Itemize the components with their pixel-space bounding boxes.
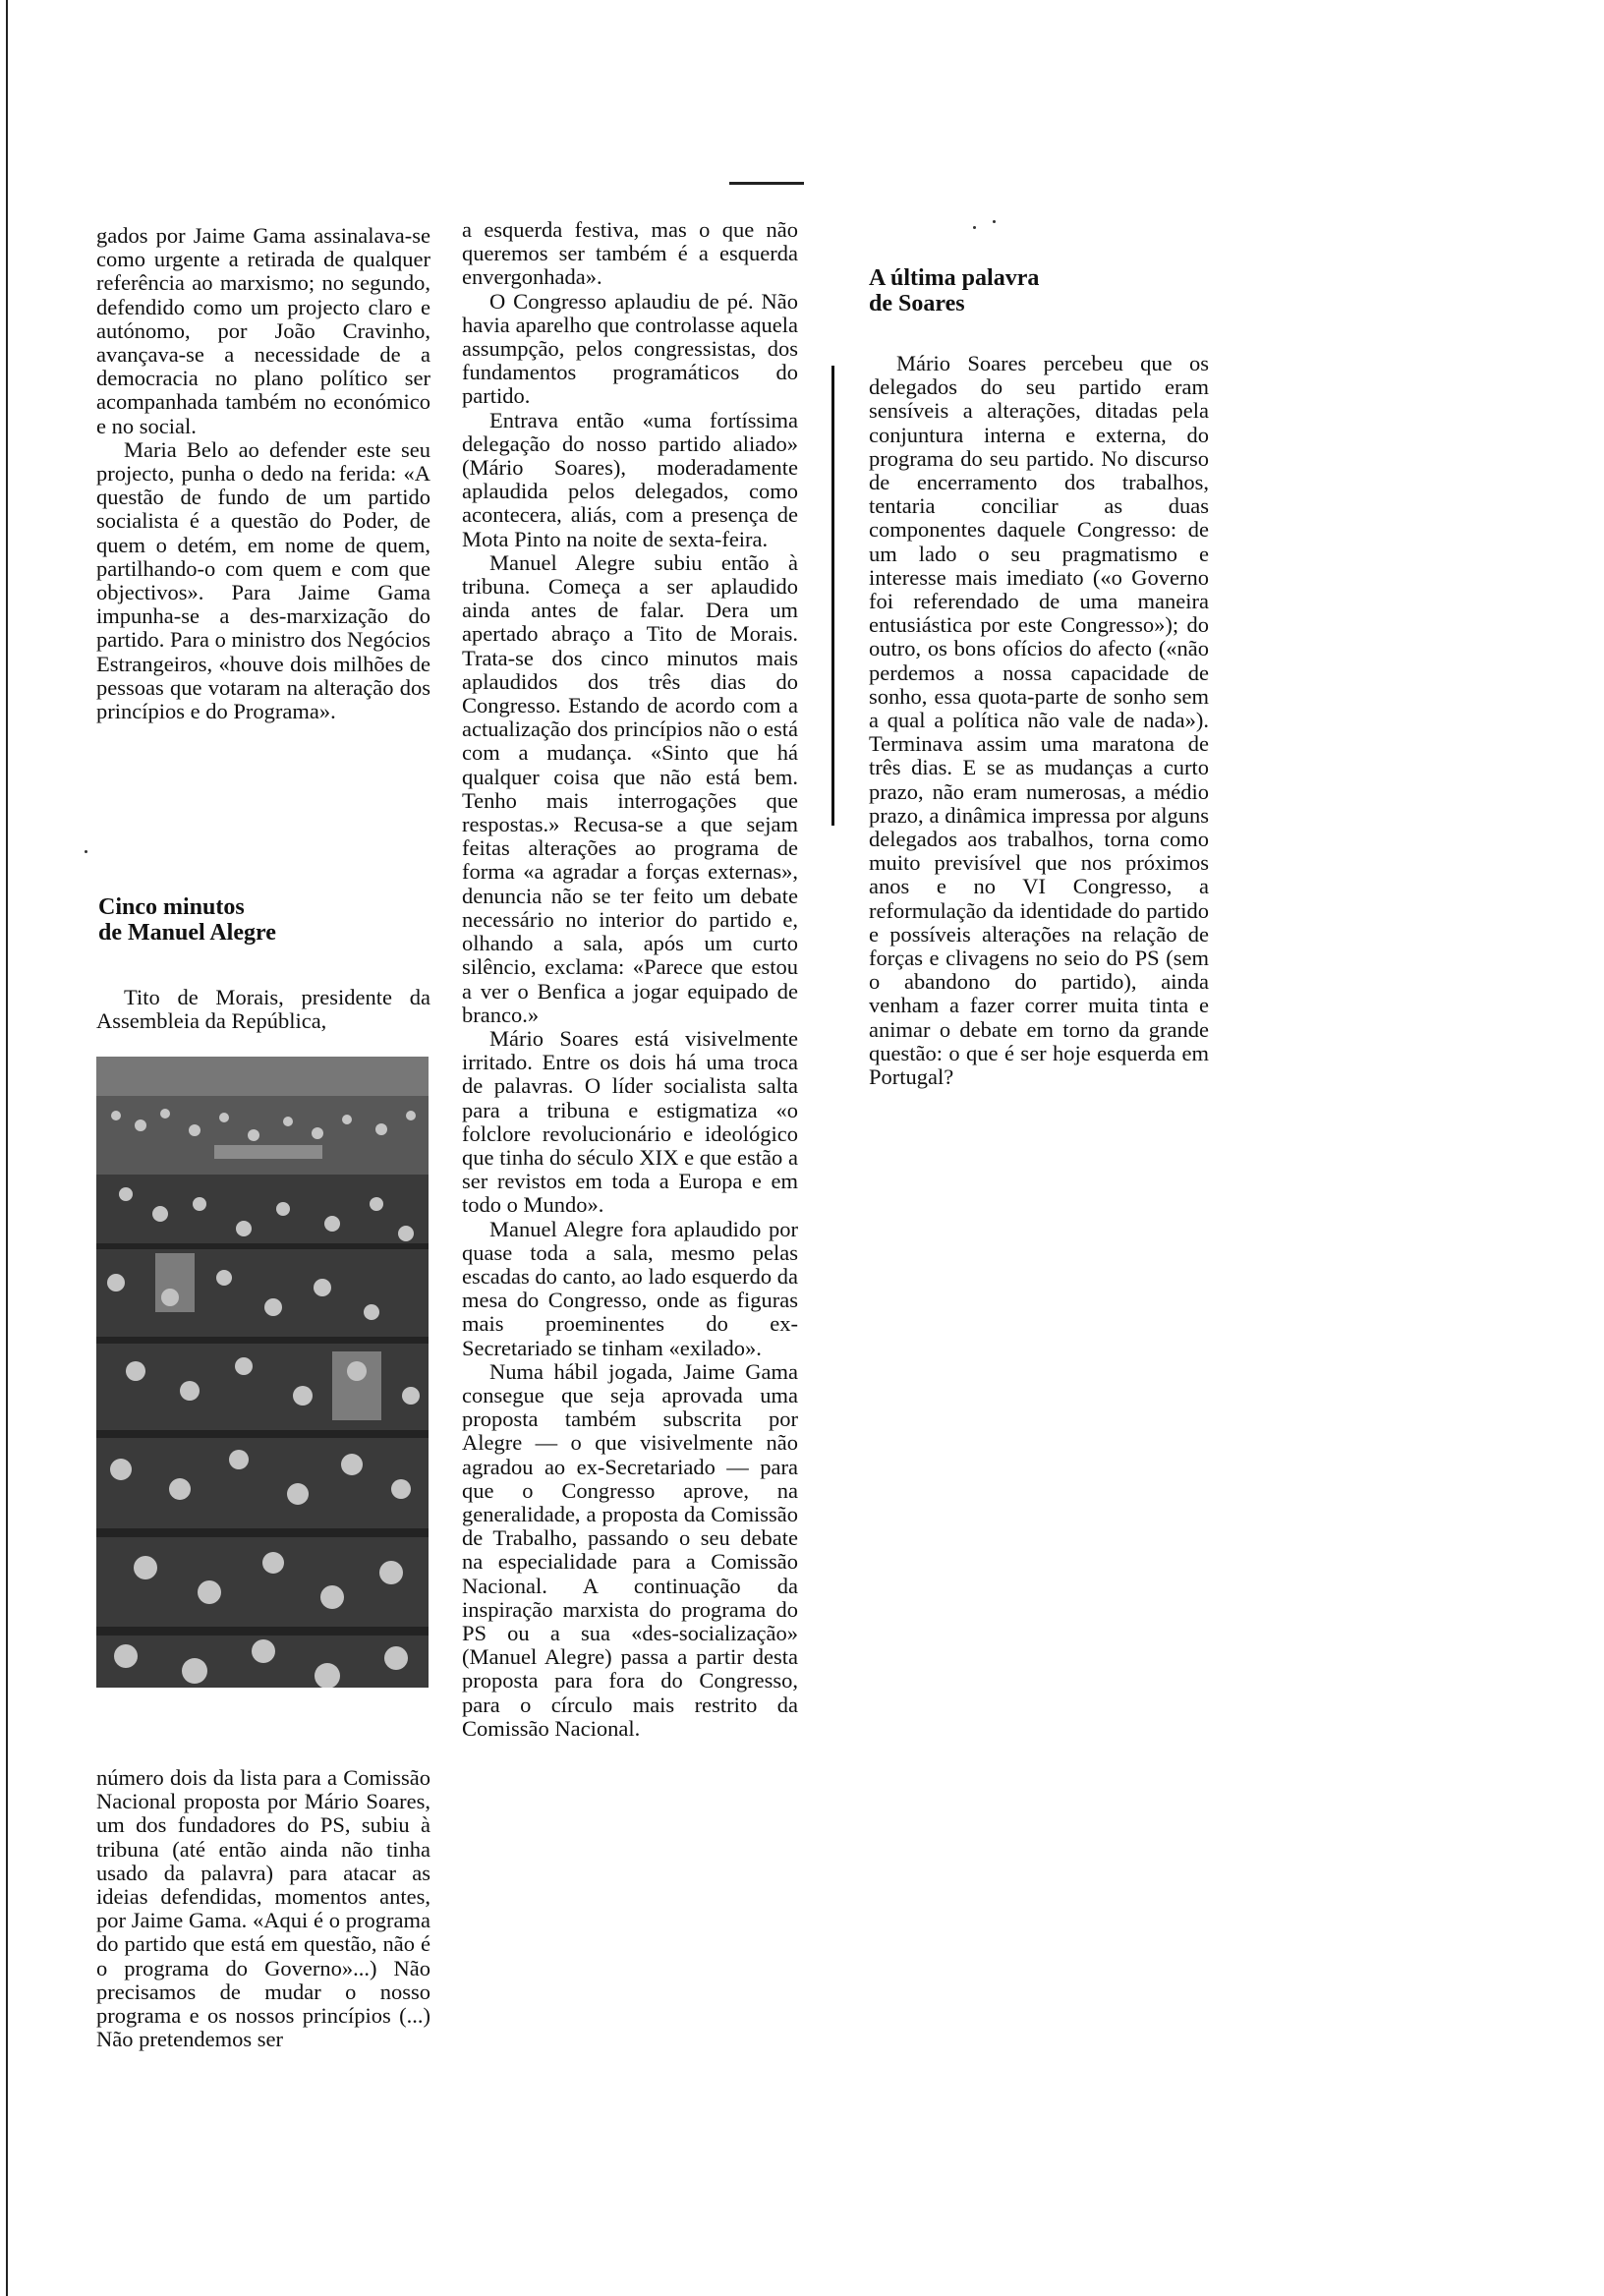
congress-hall-photo — [96, 1057, 429, 1688]
column-2 — [462, 218, 798, 1741]
subheading-line: Cinco minutos — [98, 894, 245, 920]
paragraph: Entrava então «uma fortíssima delegação do nosso partido aliado» (Mário Soares), moderadamente aplaudida pelos delegados, como acontecera, aliás, com a presença de Mota Pinto na noite de sexta-feira. — [462, 407, 798, 551]
paragraph: Numa hábil jogada, Jaime Gama consegue que seja aprovada uma proposta também subscrita por Alegre — o que visivelmente não agradou ao ex-Secretariado — para que o Congresso aprove, na generalidade, a proposta da Comissão de Trabalho, passando o seu debate na especialidade para a Comissão Nacional. A continuação da inspiração marxista do programa do PS ou a sua «des-socialização» (Manuel Alegre) passa a partir desta proposta para fora do Congresso, para o círculo mais restrito da Comissão Nacional. — [462, 1358, 798, 1741]
header-rule — [729, 182, 804, 185]
subheading-cinco-minutos — [98, 894, 423, 946]
paragraph: Mário Soares percebeu que os delegados do seu partido eram sensíveis a alterações, ditadas pela conjuntura interna e externa, do programa do seu partido. No discurso de encerramento dos trabalhos, tentaria conciliar as duas componentes daquele Congresso: de um lado o seu pragmatismo e interesse mais imediato («o Governo foi referendado de uma maneira entusiástica por este Congresso»); do outro, os bons ofícios do afecto («não perdemos a nossa capacidade de sonho, essa quota-parte de sonho sem a qual a política não vale de nada»). Terminava assim uma maratona de três dias. E se as mudanças a curto prazo, não eram numerosas, a médio prazo, a dinâmica impressa por alguns delegados aos trabalhos, torna como muito previsível que nos próximos anos e no VI Congresso, a reformulação da identidade do partido e possíveis alterações na relação de forças e clivagens no seio do PS (sem o abandono do partido), ainda venham a fazer correr muita tinta e animar o debate em torno da grande questão: o que é ser hoje esquerda em Portugal? — [869, 351, 1209, 1090]
paragraph: Mário Soares está visivelmente irritado. Entre os dois há uma troca de palavras. O líder socialista salta para a tribuna e estigmatiza «o folclore revolucionário e ideológico que tinha do século XIX e que estão a ser revistos em toda a Europa e em todo o Mundo». — [462, 1025, 798, 1218]
subheading-line: A última palavra — [869, 265, 1040, 291]
column-1-intro — [96, 986, 430, 1033]
print-speck — [973, 226, 976, 229]
subheading-line: de Manuel Alegre — [98, 920, 276, 946]
column-3 — [869, 352, 1209, 1089]
column-side-rule — [831, 366, 834, 826]
paragraph: número dois da lista para a Comissão Nacional proposta por Mário Soares, um dos fundadores do PS, subiu à tribuna (até então ainda não tinha usado da palavra) para atacar as ideias defendidas, momentos antes, por Jaime Gama. «Aqui é o programa do partido que está em questão, não é o programa do Governo»...) Não precisamos de mudar o nosso programa e os nossos princípios (...) Não pretendemos ser — [96, 1765, 430, 2052]
column-1-bottom — [96, 1766, 430, 2051]
print-speck — [85, 850, 87, 853]
subheading-ultima-palavra — [869, 265, 1193, 316]
paragraph: a esquerda festiva, mas o que não queremos ser também é a esquerda envergonhada». — [462, 217, 798, 290]
paragraph: Manuel Alegre fora aplaudido por quase toda a sala, mesmo pelas escadas do canto, ao lado esquerdo da mesa do Congresso, onde as figuras mais proeminentes do ex-Secretariado se tinham «exilado». — [462, 1216, 798, 1360]
paragraph: O Congresso aplaudiu de pé. Não havia aparelho que controlasse aquela assumpção, pelos congressistas, dos fundamentos programáticos do partido. — [462, 288, 798, 409]
paragraph: Tito de Morais, presidente da Assembleia da República, — [96, 985, 430, 1034]
print-speck — [993, 220, 996, 223]
subheading-line: de Soares — [869, 291, 965, 316]
column-1-top — [96, 224, 430, 723]
paragraph: gados por Jaime Gama assinalava-se como urgente a retirada de qualquer referência ao marxismo; no segundo, defendido como um projecto claro e autónomo, por João Cravinho, avançava-se a necessidade de a democracia no plano político ser acompanhada também no económico e no social. — [96, 223, 430, 438]
paragraph: Manuel Alegre subiu então à tribuna. Começa a ser aplaudido ainda antes de falar. Dera um apertado abraço a Tito de Morais. Trata-se dos cinco minutos mais aplaudidos dos três dias do Congresso. Estando de acordo com a actualização dos princípios não o está com a mudança. «Sinto que há qualquer coisa que não está bem. Tenho mais interrogações que respostas.» Recusa-se a que sejam feitas alterações ao programa de forma «a agradar a forças externas», denuncia não se ter feito um debate necessário no interior do partido e, olhando a sala, após um curto silêncio, exclama: «Parece que estou a ver o Benfica a jogar equipado de branco.» — [462, 549, 798, 1027]
page-border-line — [6, 0, 8, 2296]
paragraph: Maria Belo ao defender este seu projecto, punha o dedo na ferida: «A questão de fundo de um partido socialista é a questão do Poder, de quem o detém, em nome de quem, partilhando-o com quem e com que objectivos». Para Jaime Gama impunha-se a des-marxização do partido. Para o ministro dos Negócios Estrangeiros, «houve dois milhões de pessoas que votaram na alteração dos princípios e do Programa». — [96, 436, 430, 724]
